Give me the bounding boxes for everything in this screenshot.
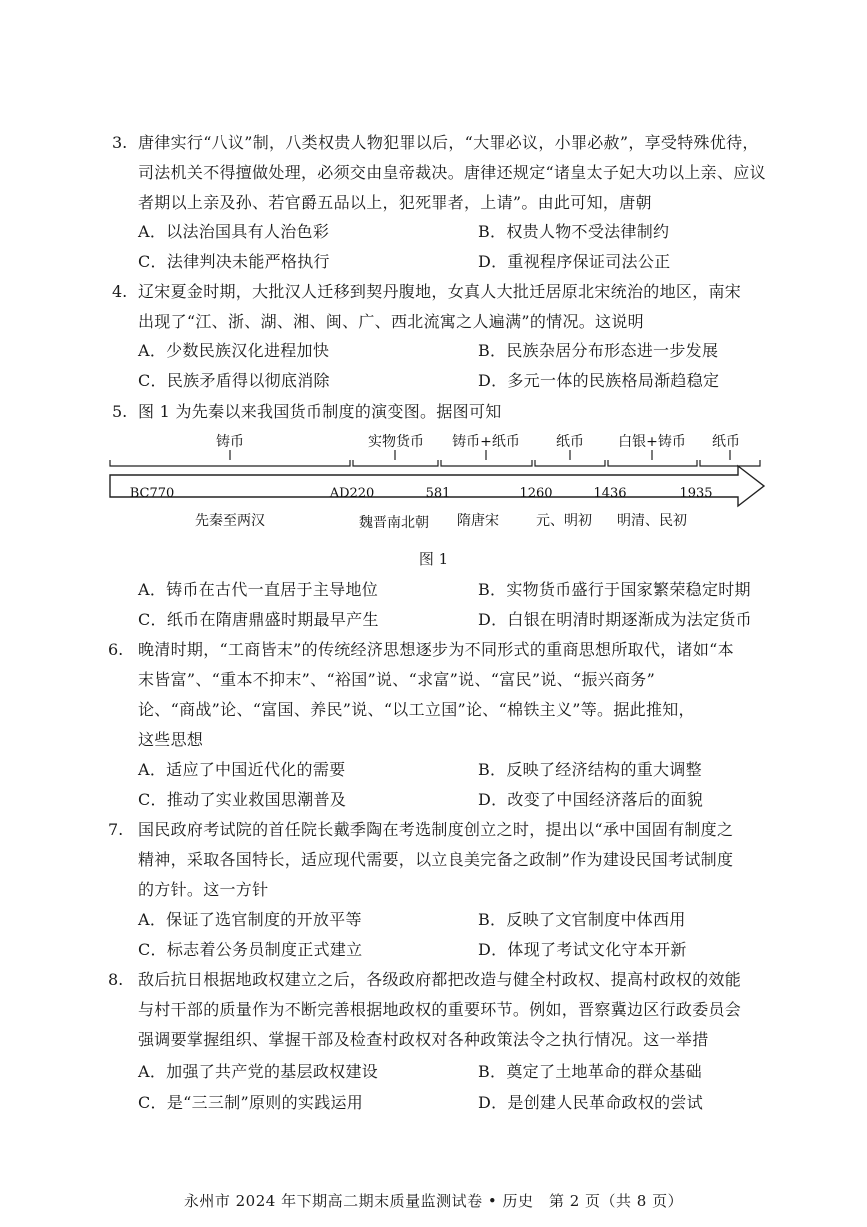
option-c: C．是“三三制”原则的实践运用	[138, 1093, 364, 1112]
question-number: 3.	[112, 133, 128, 152]
question-text-line: 精神，采取各国特长，适应现代需要，以立良美完备之政制”作为建设民国考试制度	[138, 850, 734, 869]
option-b: B．反映了经济结构的重大调整	[478, 760, 702, 779]
question-text-line: 敌后抗日根据地政权建立之后，各级政府都把改造与健全村政权、提高村政权的效能	[138, 970, 742, 989]
label-zhubi: 铸币	[216, 434, 244, 450]
question-text-line: 唐律实行“八议”制，八类权贵人物犯罪以后，“大罪必议，小罪必赦”，享受特殊优待，	[138, 133, 759, 152]
question-number: 6.	[108, 640, 124, 659]
question-text-line: 这些思想	[138, 730, 204, 749]
question-number: 4.	[112, 282, 128, 301]
question-text-line: 图 1 为先秦以来我国货币制度的演变图。据图可知	[138, 402, 502, 421]
option-a: A．少数民族汉化进程加快	[138, 341, 330, 360]
year-1935: 1935	[679, 486, 713, 501]
option-d: D．重视程序保证司法公正	[478, 252, 671, 271]
year-581: 581	[425, 486, 451, 501]
option-b: B．奠定了土地革命的群众基础	[478, 1062, 702, 1081]
label-shiwu-huobi: 实物货币	[368, 434, 424, 450]
currency-timeline-figure	[100, 430, 780, 535]
option-c: C．纸币在隋唐鼎盛时期最早产生	[138, 610, 379, 629]
question-text-line: 与村干部的质量作为不断完善根据地政权的重要环节。例如，晋察冀边区行政委员会	[138, 1000, 742, 1019]
option-d: D．白银在明清时期逐渐成为法定货币	[478, 610, 752, 629]
option-b: B．权贵人物不受法律制约	[478, 222, 670, 241]
question-text-line: 出现了“江、浙、湖、湘、闽、广、西北流寓之人遍满”的情况。这说明	[138, 312, 644, 331]
year-bc770: BC770	[129, 486, 175, 501]
label-baiyin-zhubi: 白银+铸币	[618, 434, 686, 450]
period-yuanming: 元、明初	[536, 513, 592, 529]
question-text-line: 者期以上亲及孙、若官爵五品以上，犯死罪者，上请”。由此可知，唐朝	[138, 193, 652, 212]
option-a: A．加强了共产党的基层政权建设	[138, 1062, 379, 1081]
option-d: D．多元一体的民族格局渐趋稳定	[478, 371, 720, 390]
option-c: C．推动了实业救国思潮普及	[138, 790, 347, 809]
option-a: A．铸币在古代一直居于主导地位	[138, 580, 379, 599]
question-text-line: 国民政府考试院的首任院长戴季陶在考选制度创立之时，提出以“承中国固有制度之	[138, 820, 734, 839]
period-xianqin: 先秦至两汉	[195, 513, 265, 529]
year-1436: 1436	[593, 486, 627, 501]
option-b: B．实物货币盛行于国家繁荣稳定时期	[478, 580, 751, 599]
page-footer: 永州市 2024 年下期高二期末质量监测试卷 • 历史 第 2 页（共 8 页）	[183, 1192, 684, 1210]
option-c: C．民族矛盾得以彻底消除	[138, 371, 330, 390]
option-a: A．保证了选官制度的开放平等	[138, 910, 362, 929]
question-text-line: 末皆富”、“重本不抑末”、“裕国”说、“求富”说、“富民”说、“振兴商务”	[138, 670, 656, 689]
question-text-line: 强调要掌握组织、掌握干部及检查村政权对各种政策法令之执行情况。这一举措	[138, 1030, 709, 1049]
figure-caption: 图 1	[418, 550, 449, 568]
year-1260: 1260	[519, 486, 553, 501]
option-a: A．适应了中国近代化的需要	[138, 760, 346, 779]
option-d: D．体现了考试文化守本开新	[478, 940, 687, 959]
option-d: D．改变了中国经济落后的面貌	[478, 790, 704, 809]
period-mingqing: 明清、民初	[617, 513, 687, 529]
option-a: A．以法治国具有人治色彩	[138, 222, 330, 241]
option-c: C．法律判决未能严格执行	[138, 252, 330, 271]
option-c: C．标志着公务员制度正式建立	[138, 940, 363, 959]
option-b: B．反映了文官制度中体西用	[478, 910, 686, 929]
period-weijin: 魏晋南北朝	[359, 515, 429, 531]
label-zhibi: 纸币	[556, 434, 584, 450]
question-text-line: 论、“商战”论、“富国、养民”说、“以工立国”论、“棉铁主义”等。据此推知，	[138, 700, 695, 719]
question-text-line: 的方针。这一方针	[138, 880, 269, 899]
question-number: 5.	[112, 402, 128, 421]
question-text-line: 司法机关不得擅做处理，必须交由皇帝裁决。唐律还规定“诸皇太子妃大功以上亲、应议	[138, 163, 766, 182]
label-zhibi-2: 纸币	[712, 434, 740, 450]
option-d: D．是创建人民革命政权的尝试	[478, 1093, 704, 1112]
question-number: 7.	[108, 820, 124, 839]
question-text-line: 晚清时期，“工商皆末”的传统经济思想逐步为不同形式的重商思想所取代，诸如“本	[138, 640, 734, 659]
option-b: B．民族杂居分布形态进一步发展	[478, 341, 719, 360]
question-text-line: 辽宋夏金时期，大批汉人迁移到契丹腹地，女真人大批迁居原北宋统治的地区，南宋	[138, 282, 742, 301]
year-ad220: AD220	[329, 486, 375, 501]
timeline-braces	[110, 450, 760, 466]
question-number: 8.	[108, 970, 124, 989]
period-suitang: 隋唐宋	[457, 513, 499, 529]
label-zhubi-zhibi: 铸币+纸币	[452, 434, 520, 450]
